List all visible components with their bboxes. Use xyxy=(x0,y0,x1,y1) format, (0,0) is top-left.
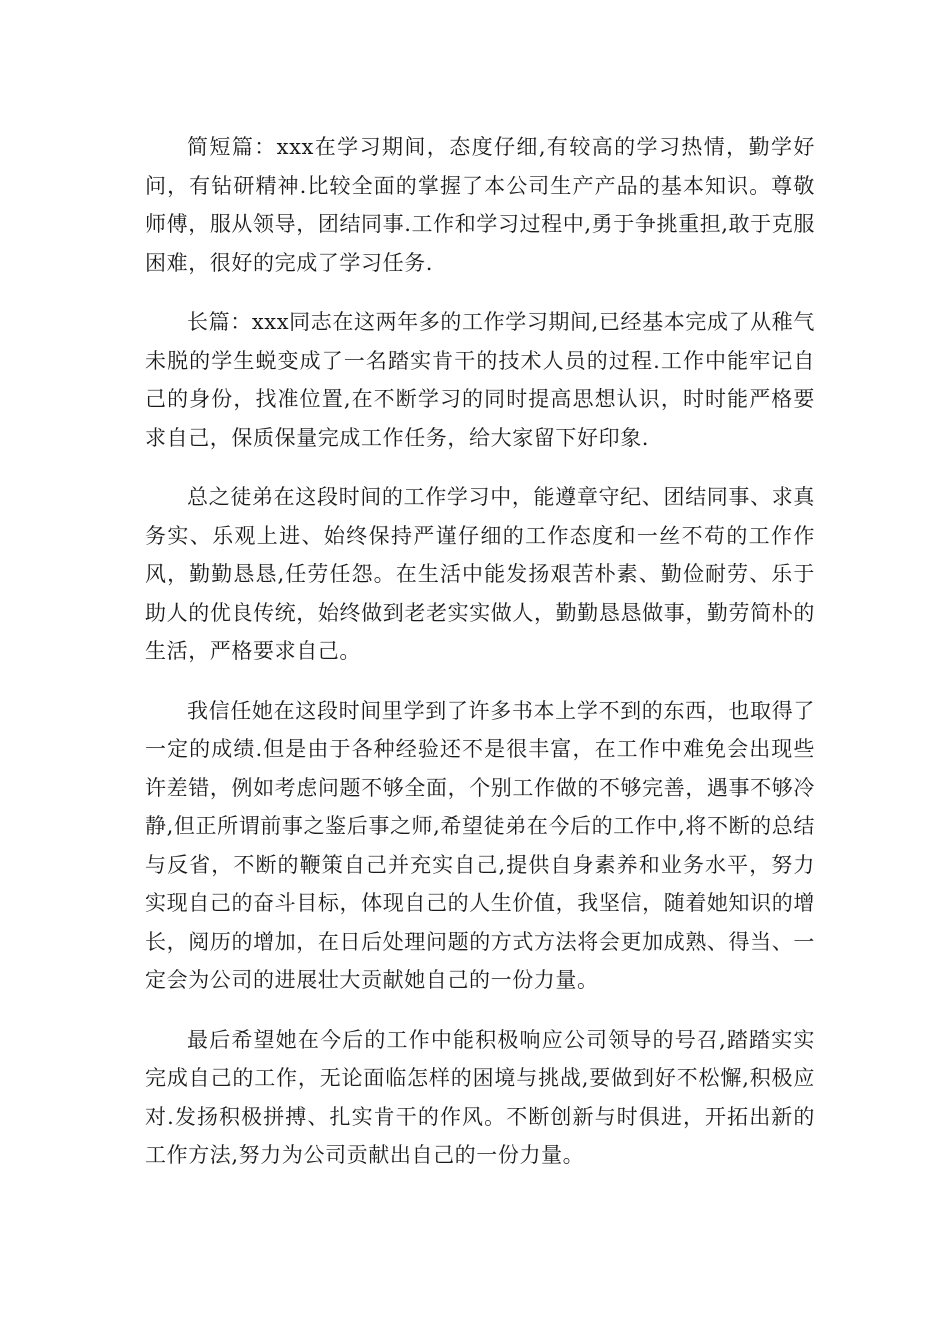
paragraph-closing-hope: 最后希望她在今后的工作中能积极响应公司领导的号召,踏踏实实完成自己的工作，无论面临怎样的困境与挑战,要做到好不松懈,积极应对.发扬积极拼搏、扎实肯干的作风。不断创新与时俱进，开拓出新的工作方法,努力为公司贡献出自己的一份力量。 xyxy=(145,1027,815,1167)
paragraph-summary: 总之徒弟在这段时间的工作学习中，能遵章守纪、团结同事、求真务实、乐观上进、始终保持严谨仔细的工作态度和一丝不苟的工作作风，勤勤恳恳,任劳任怨。在生活中能发扬艰苦朴素、勤俭耐劳、乐于助人的优良传统，始终做到老老实实做人，勤勤恳恳做事，勤劳简朴的生活，严格要求自己。 xyxy=(145,485,815,663)
paragraph-trust-and-improvement: 我信任她在这段时间里学到了许多书本上学不到的东西，也取得了一定的成绩.但是由于各种经验还不是很丰富，在工作中难免会出现些许差错，例如考虑问题不够全面，个别工作做的不够完善，遇事不够冷静,但正所谓前事之鉴后事之师,希望徒弟在今后的工作中,将不断的总结与反省，不断的鞭策自己并充实自己,提供自身素养和业务水平，努力实现自己的奋斗目标，体现自己的人生价值，我坚信，随着她知识的增长，阅历的增加，在日后处理问题的方式方法将会更加成熟、得当、一定会为公司的进展壮大贡献她自己的一份力量。 xyxy=(145,698,815,992)
paragraph-short-review: 简短篇：xxx在学习期间，态度仔细,有较高的学习热情，勤学好问，有钻研精神.比较全面的掌握了本公司生产产品的基本知识。尊敬师傅，服从领导，团结同事.工作和学习过程中,勇于争挑重担,敢于克服困难，很好的完成了学习任务. xyxy=(145,135,815,275)
document-body xyxy=(145,128,815,1196)
paragraph-long-review: 长篇：xxx同志在这两年多的工作学习期间,已经基本完成了从稚气未脱的学生蜕变成了一名踏实肯干的技术人员的过程.工作中能牢记自己的身份，找准位置,在不断学习的同时提高思想认识，时时能严格要求自己，保质保量完成工作任务，给大家留下好印象. xyxy=(145,310,815,450)
